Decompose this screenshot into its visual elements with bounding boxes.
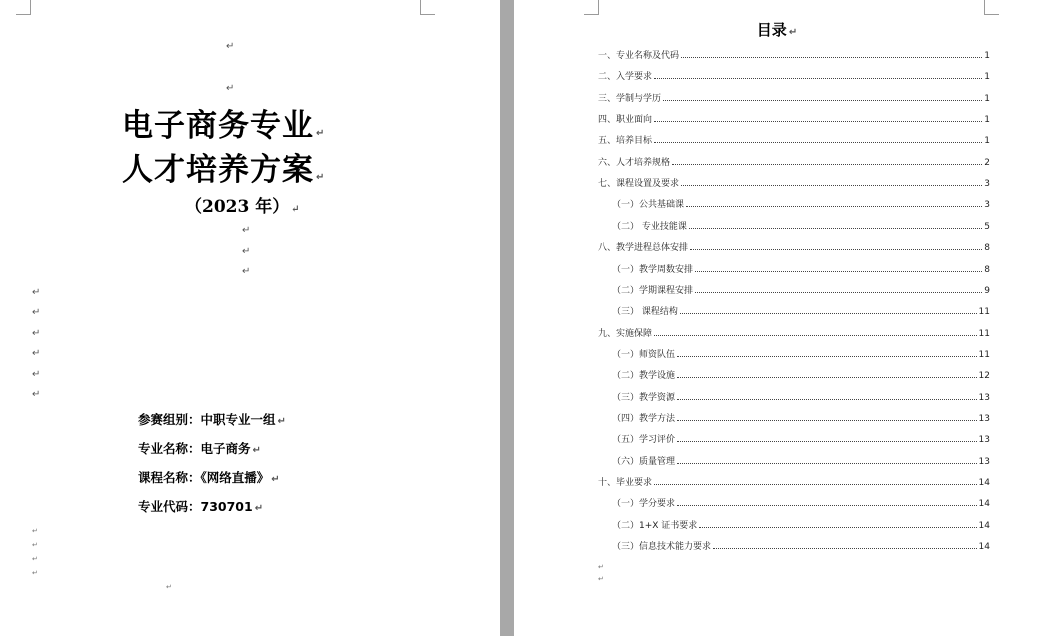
toc-leader-dots bbox=[654, 142, 982, 143]
document-year: （2023 年） ↵ bbox=[185, 197, 300, 217]
paragraph-mark: ↵ bbox=[598, 563, 604, 571]
toc-entry[interactable] bbox=[612, 303, 990, 317]
toc-entry-page: 14 bbox=[978, 542, 990, 553]
crop-mark-top-left bbox=[584, 0, 599, 15]
toc-entry-text: （二）学期课程安排 bbox=[612, 285, 694, 296]
paragraph-mark: ↵ bbox=[242, 266, 251, 277]
toc-entry[interactable] bbox=[612, 495, 990, 509]
paragraph-mark: ↵ bbox=[226, 41, 235, 52]
toc-leader-dots bbox=[654, 484, 977, 485]
toc-entry-page: 1 bbox=[984, 136, 990, 147]
toc-leader-dots bbox=[677, 377, 977, 378]
toc-entry-text: （五）学习评价 bbox=[612, 435, 676, 446]
toc-entry[interactable] bbox=[598, 154, 990, 168]
toc-entry[interactable] bbox=[598, 111, 990, 125]
toc-entry-text: 二、入学要求 bbox=[598, 72, 653, 83]
toc-entry-text: （六）质量管理 bbox=[612, 456, 676, 467]
cover-page bbox=[0, 0, 500, 636]
toc-leader-dots bbox=[686, 206, 982, 207]
toc-leader-dots bbox=[681, 57, 982, 58]
toc-entry-page: 1 bbox=[984, 93, 990, 104]
info-course-name: 课程名称：《网络直播》 ↵ bbox=[138, 470, 280, 485]
toc-entry-text: （四）教学方法 bbox=[612, 413, 676, 424]
toc-entry-text: （一）学分要求 bbox=[612, 499, 676, 510]
toc-leader-dots bbox=[689, 228, 982, 229]
toc-entry-text: 三、学制与学历 bbox=[598, 93, 662, 104]
toc-entry-page: 13 bbox=[978, 392, 990, 403]
toc-entry[interactable] bbox=[612, 367, 990, 381]
toc-leader-dots bbox=[672, 164, 982, 165]
paragraph-mark: ↵ bbox=[32, 555, 38, 563]
paragraph-mark: ↵ bbox=[242, 246, 251, 257]
paragraph-mark: ↵ bbox=[316, 172, 326, 183]
toc-entry[interactable] bbox=[612, 389, 990, 403]
toc-entry[interactable] bbox=[598, 325, 990, 339]
toc-entry-page: 3 bbox=[984, 179, 990, 190]
toc-leader-dots bbox=[677, 399, 977, 400]
toc-entry-page: 11 bbox=[978, 307, 990, 318]
toc-entry-page: 13 bbox=[978, 435, 990, 446]
toc-entry-text: （三）教学资源 bbox=[612, 392, 676, 403]
toc-leader-dots bbox=[654, 121, 982, 122]
crop-mark-top-right bbox=[420, 0, 435, 15]
paragraph-mark: ↵ bbox=[254, 503, 264, 514]
paragraph-mark: ↵ bbox=[32, 541, 38, 549]
paragraph-mark: ↵ bbox=[277, 416, 286, 427]
toc-entry-text: （三）信息技术能力要求 bbox=[612, 542, 712, 553]
toc-entry[interactable] bbox=[598, 132, 990, 146]
info-group: 参赛组别：中职专业一组 ↵ bbox=[138, 412, 286, 427]
toc-entry[interactable] bbox=[598, 474, 990, 488]
paragraph-mark: ↵ bbox=[32, 348, 41, 359]
toc-entry-page: 8 bbox=[984, 264, 990, 275]
toc-entry[interactable] bbox=[598, 175, 990, 189]
toc-leader-dots bbox=[713, 548, 977, 549]
toc-entry-page: 11 bbox=[978, 349, 990, 360]
toc-entry-page: 14 bbox=[978, 499, 990, 510]
paragraph-mark: ↵ bbox=[291, 204, 300, 215]
toc-entry-text: 五、培养目标 bbox=[598, 136, 653, 147]
toc-entry[interactable] bbox=[598, 90, 990, 104]
paragraph-mark: ↵ bbox=[252, 445, 261, 456]
toc-entry[interactable] bbox=[612, 410, 990, 424]
toc-entry[interactable] bbox=[612, 431, 990, 445]
paragraph-mark: ↵ bbox=[166, 583, 172, 591]
crop-mark-top-left bbox=[16, 0, 31, 15]
toc-leader-dots bbox=[677, 463, 977, 464]
paragraph-mark: ↵ bbox=[32, 389, 41, 400]
toc-entry-text: 六、人才培养规格 bbox=[598, 157, 671, 168]
toc-entry[interactable] bbox=[598, 47, 990, 61]
toc-entry-text: 七、课程设置及要求 bbox=[598, 179, 680, 190]
toc-entry[interactable] bbox=[598, 68, 990, 82]
toc-leader-dots bbox=[695, 292, 982, 293]
toc-entry-text: （一）公共基础课 bbox=[612, 200, 685, 211]
paragraph-mark: ↵ bbox=[32, 307, 41, 318]
toc-entry-page: 1 bbox=[984, 51, 990, 61]
toc-leader-dots bbox=[654, 335, 977, 336]
paragraph-mark: ↵ bbox=[271, 474, 280, 485]
toc-entry-page: 5 bbox=[984, 221, 990, 232]
toc-entry[interactable] bbox=[612, 453, 990, 467]
toc-entry-text: （二） 专业技能课 bbox=[612, 221, 687, 232]
paragraph-mark: ↵ bbox=[32, 328, 41, 339]
paragraph-mark: ↵ bbox=[32, 287, 41, 298]
toc-entry[interactable] bbox=[598, 239, 990, 253]
toc-entry-text: （二）教学设施 bbox=[612, 371, 676, 382]
toc-entry-text: 一、专业名称及代码 bbox=[598, 51, 680, 61]
toc-entry[interactable] bbox=[612, 346, 990, 360]
paragraph-mark: ↵ bbox=[598, 575, 604, 583]
toc-entry-page: 9 bbox=[984, 285, 990, 296]
toc-leader-dots bbox=[677, 441, 977, 442]
toc-entry-page: 11 bbox=[978, 328, 990, 339]
toc-entry-page: 14 bbox=[978, 478, 990, 488]
info-major-code: 专业代码：730701 ↵ bbox=[138, 499, 264, 514]
document-title-line-2: 人才培养方案 ↵ bbox=[122, 152, 326, 188]
toc-entry[interactable] bbox=[612, 538, 990, 552]
toc-entry-text: （三） 课程结构 bbox=[612, 307, 678, 318]
toc-leader-dots bbox=[663, 100, 982, 101]
toc-entry-page: 13 bbox=[978, 456, 990, 467]
toc-page bbox=[514, 0, 1040, 636]
toc-leader-dots bbox=[680, 313, 977, 314]
paragraph-mark: ↵ bbox=[316, 128, 326, 139]
toc-leader-dots bbox=[681, 185, 982, 186]
paragraph-mark: ↵ bbox=[32, 369, 41, 380]
toc-leader-dots bbox=[677, 356, 977, 357]
toc-entry[interactable] bbox=[612, 517, 990, 531]
paragraph-mark: ↵ bbox=[226, 83, 235, 94]
toc-leader-dots bbox=[677, 420, 977, 421]
document-title-line-1: 电子商务专业 ↵ bbox=[122, 108, 326, 144]
toc-leader-dots bbox=[654, 78, 982, 79]
toc-entry-text: 九、实施保障 bbox=[598, 328, 653, 339]
toc-entry-text: 八、教学进程总体安排 bbox=[598, 243, 689, 254]
paragraph-mark: ↵ bbox=[32, 527, 38, 535]
toc-entry-text: （二）1+X 证书要求 bbox=[612, 520, 698, 531]
toc-entry-page: 12 bbox=[978, 371, 990, 382]
paragraph-mark: ↵ bbox=[242, 225, 251, 236]
crop-mark-top-right bbox=[984, 0, 999, 15]
toc-leader-dots bbox=[690, 249, 982, 250]
info-major-name: 专业名称：电子商务 ↵ bbox=[138, 441, 261, 456]
toc-entry[interactable] bbox=[612, 218, 990, 232]
page-gutter bbox=[500, 0, 514, 636]
paragraph-mark: ↵ bbox=[788, 27, 798, 38]
toc-entry[interactable] bbox=[612, 282, 990, 296]
toc-entry-page: 3 bbox=[984, 200, 990, 211]
toc-entry-page: 1 bbox=[984, 115, 990, 126]
toc-entry[interactable] bbox=[612, 261, 990, 275]
toc-leader-dots bbox=[677, 505, 977, 506]
paragraph-mark: ↵ bbox=[32, 569, 38, 577]
toc-entry-text: （一）师资队伍 bbox=[612, 349, 676, 360]
toc-leader-dots bbox=[695, 271, 982, 272]
toc-entry[interactable] bbox=[612, 196, 990, 210]
toc-entry-page: 13 bbox=[978, 413, 990, 424]
toc-title: 目录 ↵ bbox=[756, 21, 798, 39]
toc-leader-dots bbox=[699, 527, 976, 528]
toc-entry-text: （一）教学周数安排 bbox=[612, 264, 694, 275]
toc-entry-page: 1 bbox=[984, 72, 990, 83]
toc-entry-page: 2 bbox=[984, 157, 990, 168]
toc-entry-page: 14 bbox=[978, 520, 990, 531]
toc-entry-page: 8 bbox=[984, 243, 990, 254]
toc-entry-text: 四、职业面向 bbox=[598, 115, 653, 126]
toc-entry-text: 十、毕业要求 bbox=[598, 478, 653, 488]
